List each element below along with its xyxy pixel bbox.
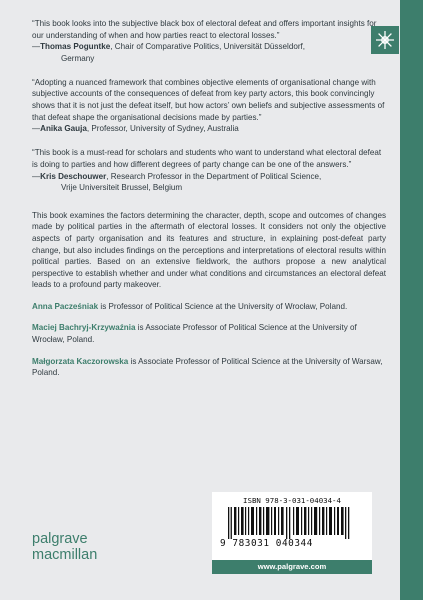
- endorsement-quote: [32, 147, 386, 193]
- quote-author: Anika Gauja: [40, 124, 87, 134]
- quote-attribution: —Kris Deschouwer, Research Professor in the Department of Political Science,: [32, 171, 322, 181]
- quote-text: “Adopting a nuanced framework that combines objective elements of organisational change with subjective accounts of the consequences of defeat from key party actors, this book convincingly shows that it is not just the defeat itself, but how actors’ own beliefs and subjective assessments of that defeat shape the organisational decisions made by parties.”: [32, 77, 385, 122]
- publisher-name-line2: macmillan: [32, 547, 98, 563]
- quote-author: Thomas Poguntke: [40, 42, 111, 52]
- book-description: This book examines the factors determining the character, depth, scope and outcomes of changes made by political parties in the aftermath of electoral losses. It considers not only the objective aspects of party organisation and its features and structure, in explaining post-defeat party change, but also includes findings on the perceptions and interpretations of electoral results within political parties. Based on an extensive fieldwork, the authors propose a new analytical perspective to establish whether and under what conditions and circumstances an electoral defeat leads to a profound party makeover.: [32, 210, 386, 290]
- author-bio: [32, 322, 386, 345]
- publisher-website[interactable]: www.palgrave.com: [212, 560, 372, 574]
- barcode-icon: [228, 507, 358, 539]
- quote-author: Kris Deschouwer: [40, 171, 107, 181]
- quote-affiliation-cont: Vrije Universiteit Brussel, Belgium: [61, 183, 183, 193]
- author-bio: [32, 356, 386, 379]
- author-name: Maciej Bachryj-Krzywaźnia: [32, 323, 136, 333]
- quote-attribution: —Anika Gauja, Professor, University of Sydney, Australia: [32, 124, 239, 134]
- author-name: Anna Pacześniak: [32, 301, 99, 311]
- author-bio-text: is Associate Professor of Political Science at the University of Wrocław, Poland.: [32, 323, 357, 345]
- endorsement-quote: [32, 18, 386, 64]
- quote-affiliation: , Professor, University of Sydney, Australia: [86, 124, 239, 134]
- endorsement-quote: [32, 77, 386, 135]
- quote-text: “This book looks into the subjective black box of electoral defeat and offers important insights for our understanding of when and how parties react to electoral losses.”: [32, 19, 377, 40]
- publisher-name-line1: palgrave: [32, 531, 88, 547]
- author-bio-text: is Professor of Political Science at the University of Wrocław, Poland.: [98, 301, 348, 311]
- author-name: Małgorzata Kaczorowska: [32, 356, 129, 366]
- book-spine: [400, 0, 423, 600]
- isbn-label: ISBN 978-3-031-04034-4: [243, 496, 341, 505]
- publisher-logo: [32, 531, 132, 563]
- isbn-digits: 9 783031 040344: [220, 538, 313, 549]
- quote-affiliation: , Research Professor in the Department of Political Science,: [106, 171, 322, 181]
- back-cover-text: [32, 18, 386, 389]
- quote-attribution: —Thomas Poguntke, Chair of Comparative Politics, Universität Düsseldorf,: [32, 42, 306, 52]
- author-bio: [32, 301, 386, 313]
- quote-affiliation-cont: Germany: [61, 53, 95, 63]
- quote-affiliation: , Chair of Comparative Politics, Universität Düsseldorf,: [110, 42, 306, 52]
- author-bio-text: is Associate Professor of Political Science at the University of Warsaw, Poland.: [32, 356, 383, 378]
- quote-text: “This book is a must-read for scholars and students who want to understand what electoral defeat is doing to parties and how different degrees of party change can be one of the answers.”: [32, 148, 382, 169]
